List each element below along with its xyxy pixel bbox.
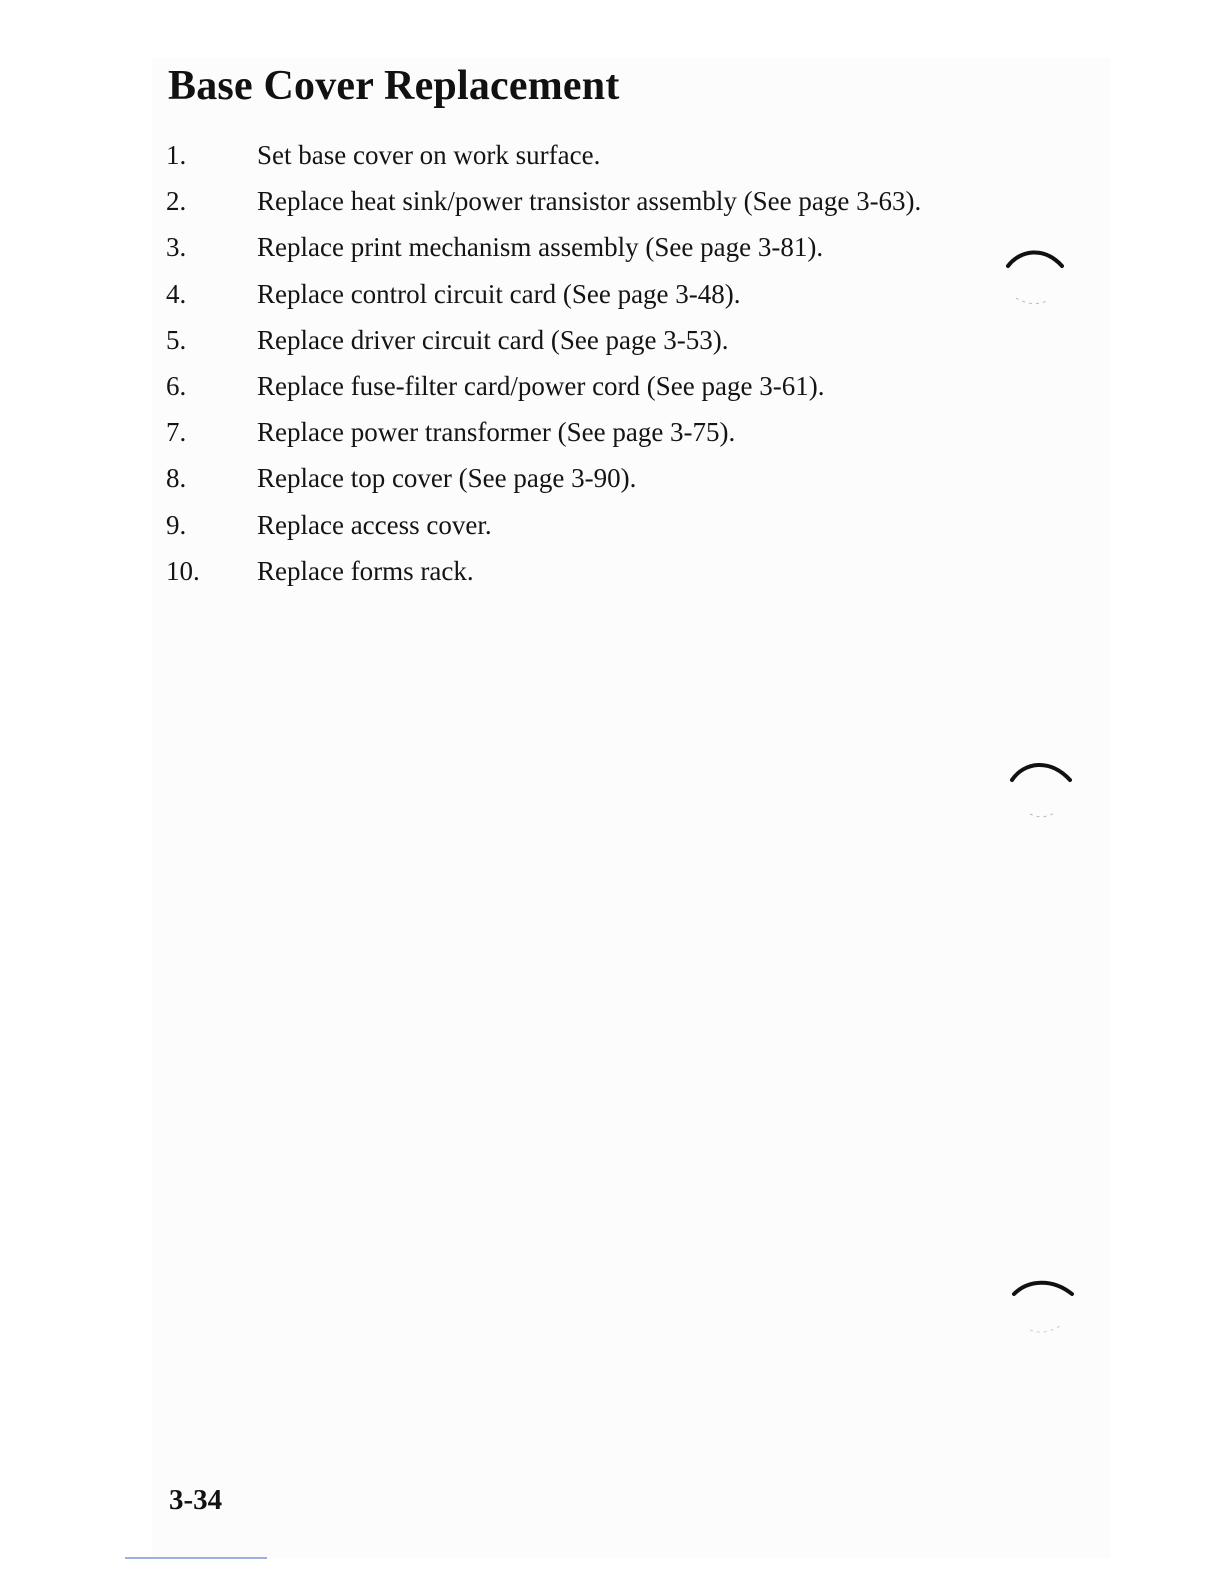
- step-item: [166, 321, 921, 367]
- step-item: [166, 182, 921, 228]
- page-number: 3-34: [169, 1484, 223, 1516]
- step-number: 4.: [166, 278, 187, 309]
- step-number: 2.: [166, 186, 187, 217]
- step-text: Replace power transformer (See page 3-75).: [257, 417, 736, 448]
- page-title: Base Cover Replacement: [168, 63, 620, 109]
- step-text: Replace print mechanism assembly (See page 3-81).: [257, 232, 824, 263]
- binder-hole-arc-icon: [1006, 752, 1076, 822]
- step-text: Replace heat sink/power transistor assembly (See page 3-63).: [257, 186, 922, 217]
- step-number: 6.: [166, 370, 187, 401]
- step-item: [166, 367, 921, 413]
- step-text: Replace driver circuit card (See page 3-53).: [257, 324, 729, 355]
- step-item: [166, 228, 921, 274]
- binder-hole-arc-icon: [1000, 240, 1070, 310]
- step-number: 9.: [166, 509, 187, 540]
- step-item: [166, 459, 921, 505]
- step-number: 3.: [166, 232, 187, 263]
- step-item: [166, 413, 921, 459]
- step-text: Replace access cover.: [257, 509, 492, 540]
- step-text: Replace top cover (See page 3-90).: [257, 463, 637, 494]
- step-item: [166, 552, 921, 598]
- step-text: Set base cover on work surface.: [257, 140, 601, 170]
- binder-hole-arc-icon: [1008, 1266, 1078, 1336]
- procedure-steps: [166, 136, 921, 598]
- step-number: 1.: [166, 140, 187, 170]
- step-number: 7.: [166, 417, 187, 448]
- bottom-rule-divider: [125, 1557, 267, 1559]
- step-item: [166, 275, 921, 321]
- step-number: 10.: [166, 555, 200, 586]
- step-number: 8.: [166, 463, 187, 494]
- step-text: Replace forms rack.: [257, 555, 474, 586]
- step-text: Replace fuse-filter card/power cord (See page 3-61).: [257, 370, 825, 401]
- step-text: Replace control circuit card (See page 3-48).: [257, 278, 741, 309]
- step-item: [166, 506, 921, 552]
- step-number: 5.: [166, 324, 187, 355]
- step-item: [166, 136, 921, 182]
